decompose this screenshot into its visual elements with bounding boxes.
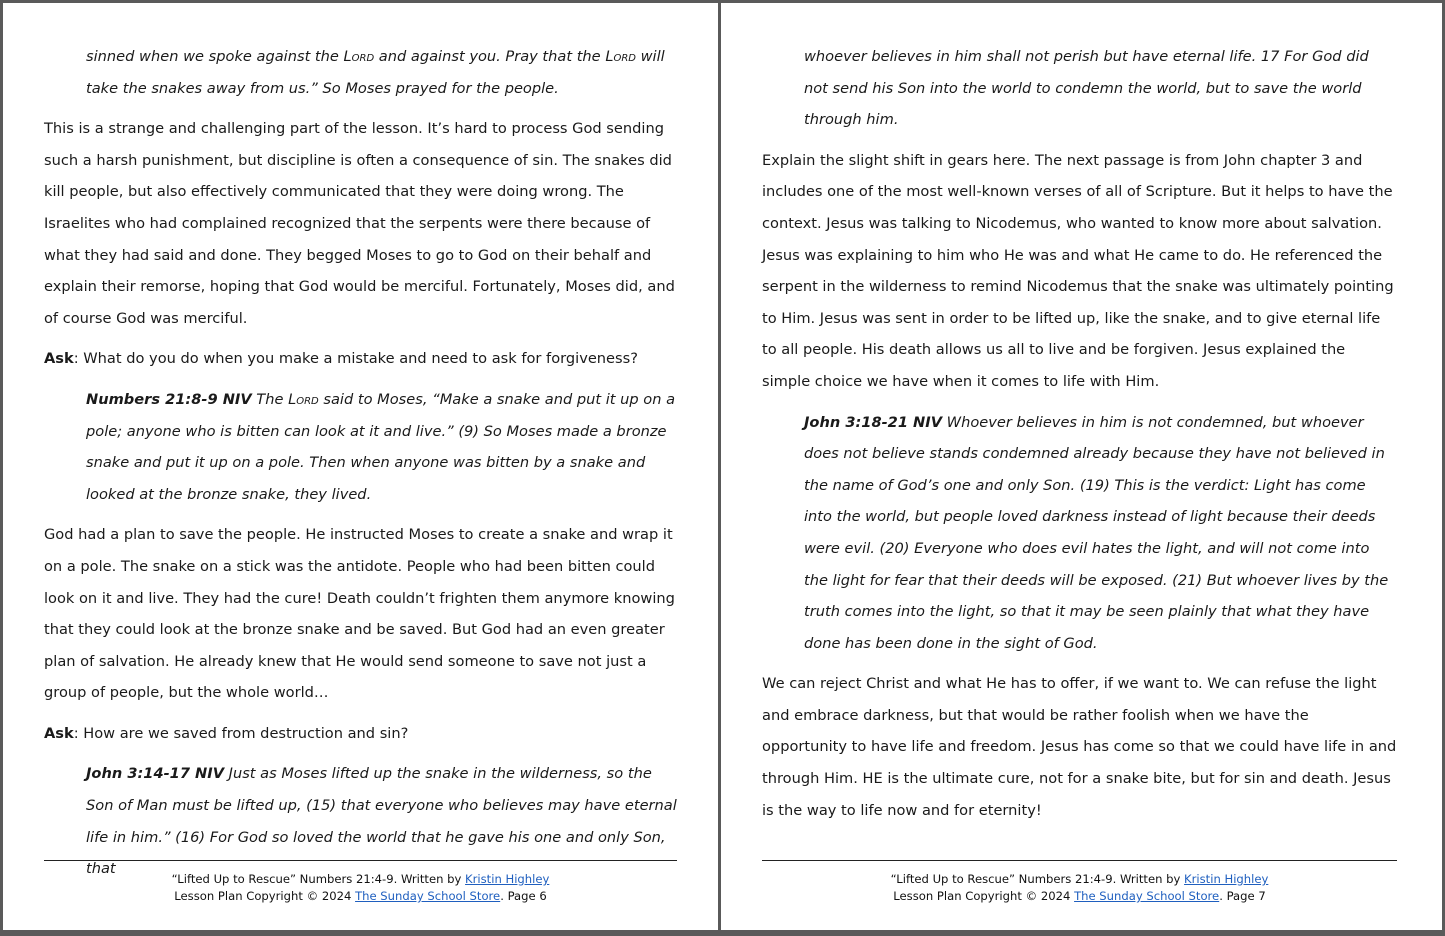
author-link[interactable]: Kristin Highley xyxy=(1184,872,1269,886)
author-link[interactable]: Kristin Highley xyxy=(465,872,550,886)
scripture-reference: John 3:18-21 NIV xyxy=(804,413,942,431)
ask-prompt xyxy=(44,343,677,375)
scripture-reference: Numbers 21:8-9 NIV xyxy=(86,390,252,408)
scripture-quote: John 3:14-17 NIV Just as Moses lifted up the snake in the wilderness, so the Son of Man must be lifted up, (15) that everyone who believes may have eternal life in him.” (16) For God so loved the world that he gave his one and only Son, that xyxy=(86,765,677,878)
store-link[interactable]: The Sunday School Store xyxy=(355,889,501,903)
ask-label: Ask xyxy=(44,350,74,368)
lord-small-caps: Lord xyxy=(343,48,375,65)
page-content xyxy=(44,41,677,894)
store-link[interactable]: The Sunday School Store xyxy=(1074,889,1220,903)
scripture-reference: John 3:14-17 NIV xyxy=(86,765,224,783)
page-footer xyxy=(44,860,677,905)
footer-credit-line: “Lifted Up to Rescue” Numbers 21:4-9. Written by Kristin Highley xyxy=(890,872,1269,886)
lord-small-caps: Lord xyxy=(288,390,319,408)
page-footer xyxy=(762,860,1397,905)
body-paragraph: God had a plan to save the people. He instructed Moses to create a snake and wrap it on a pole. The snake on a stick was the antidote. People who had been bitten could look on it and live. They had the cure! Death couldn’t frighten them anymore knowing that they could look at the bronze snake and be saved. But God had an even greater plan of salvation. He already knew that He would send someone to save not just a group of people, but the whole world… xyxy=(44,526,675,702)
footer-credit-line: “Lifted Up to Rescue” Numbers 21:4-9. Written by Kristin Highley xyxy=(171,872,550,886)
body-paragraph: Explain the slight shift in gears here. The next passage is from John chapter 3 and includes one of the most well-known verses of all of Scripture. But it helps to have the context. Jesus was talking to Nicodemus, who wanted to know more about salvation. Jesus was explaining to him who He was and what He came to do. He referenced the serpent in the wilderness to remind Nicodemus that the snake was ultimately pointing to Him. Jesus was sent in order to be lifted up, like the snake, and to give eternal life to all people. His death allows us all to live and be forgiven. Jesus explained the simple choice we have when it comes to life with Him. xyxy=(762,151,1394,390)
scripture-quote-continued: whoever believes in him shall not perish but have eternal life. 17 For God did not send his Son into the world to condemn the world, but to save the world through him. xyxy=(804,48,1369,129)
footer-copyright-line: Lesson Plan Copyright © 2024 The Sunday School Store. Page 6 xyxy=(174,889,547,903)
scripture-quote: Numbers 21:8-9 NIV The Lord said to Moses, “Make a snake and put it up on a pole; anyone who is bitten can look at it and live.” (9) So Moses made a bronze snake and put it up on a pole. Then when anyone was bitten by a snake and looked at the bronze snake, they lived. xyxy=(86,390,676,503)
lord-small-caps: Lord xyxy=(605,48,636,65)
page-content xyxy=(762,41,1397,835)
footer-copyright-line: Lesson Plan Copyright © 2024 The Sunday School Store. Page 7 xyxy=(893,889,1266,903)
document-page-6 xyxy=(3,3,718,930)
body-paragraph: We can reject Christ and what He has to offer, if we want to. We can refuse the light and embrace darkness, but that would be rather foolish when we have the opportunity to have life and freedom. Jesus has come so that we could have life in and through Him. HE is the ultimate cure, not for a snake bite, but for sin and death. Jesus is the way to life now and for eternity! xyxy=(762,675,1397,819)
ask-question: : How are we saved from destruction and sin? xyxy=(73,724,409,742)
scripture-quote: John 3:18-21 NIV Whoever believes in him is not condemned, but whoever does not believe stands condemned already because they have not believed in the name of God’s one and only Son. (19) This is the verdict: Light has come into the world, but people loved darkness instead of light because their deeds were evil. (20) Everyone who does evil hates the light, and will not come into the light for fear that their deeds will be exposed. (21) But whoever lives by the truth comes into the light, so that it may be seen plainly that what they have done has been done in the sight of God. xyxy=(804,413,1389,652)
ask-question: : What do you do when you make a mistake and need to ask for forgiveness? xyxy=(73,350,638,368)
scripture-quote-continued: sinned when we spoke against the Lord and against you. Pray that the Lord will take the snakes away from us.” So Moses prayed for the people. xyxy=(86,48,665,97)
ask-prompt xyxy=(44,718,677,750)
ask-label: Ask xyxy=(44,724,74,742)
document-page-7 xyxy=(721,3,1442,930)
body-paragraph: This is a strange and challenging part of the lesson. It’s hard to process God sending such a harsh punishment, but discipline is often a consequence of sin. The snakes did kill people, but also effectively communicated that they were doing wrong. The Israelites who had complained recognized that the serpents were there because of what they had said and done. They begged Moses to go to God on their behalf and explain their remorse, hoping that God would be merciful. Fortunately, Moses did, and of course God was merciful. xyxy=(44,120,675,327)
